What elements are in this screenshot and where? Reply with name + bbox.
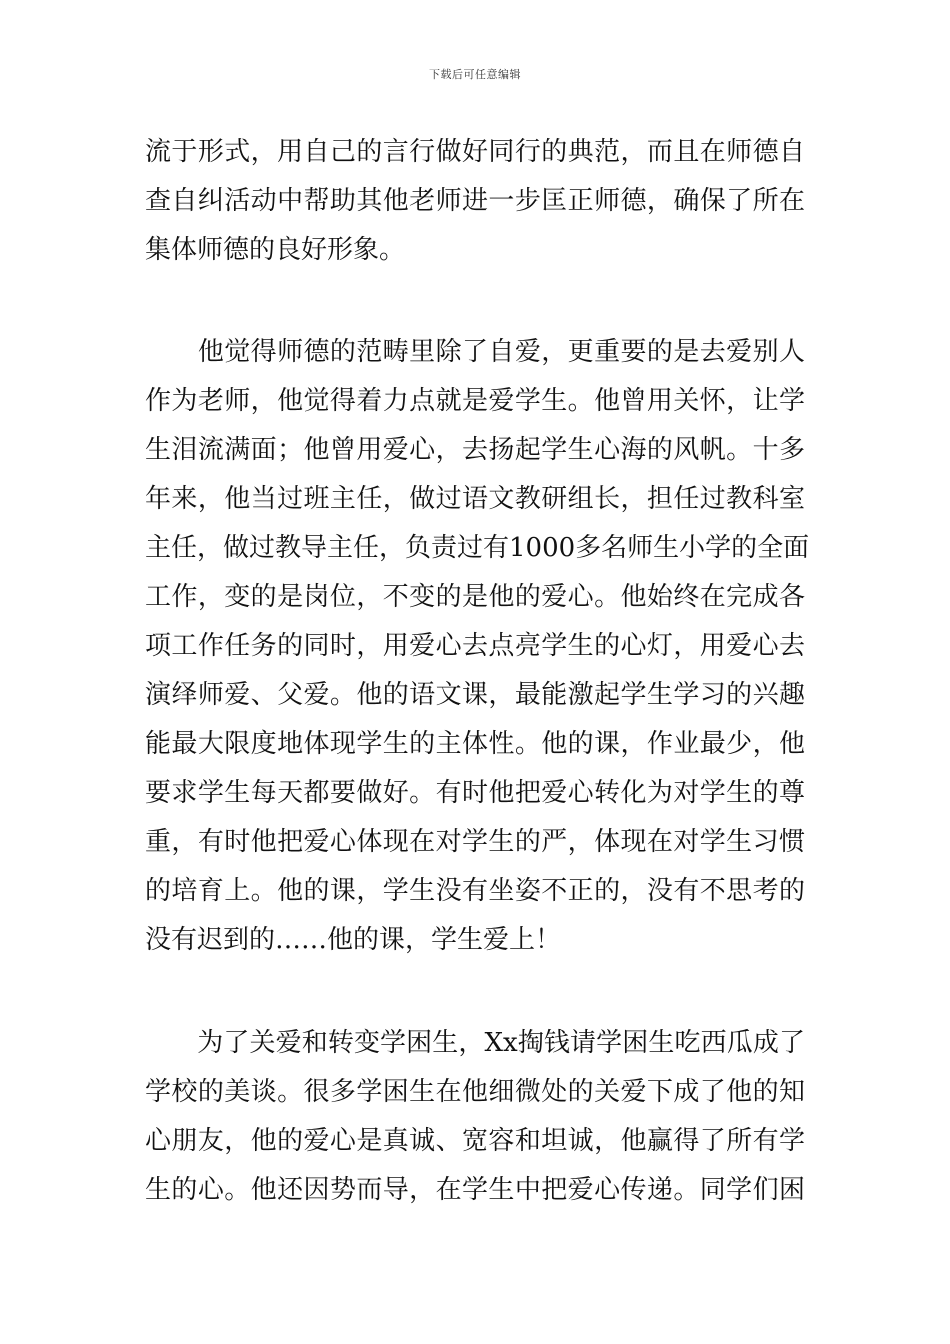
paragraph-3-line-3: 心朋友，他的爱心是真诚、宽容和坦诚，他赢得了所有学 bbox=[145, 1126, 805, 1156]
paragraph-2-line-12: 的培育上。他的课，学生没有坐姿不正的，没有不思考的 bbox=[145, 876, 805, 906]
page-header: 下载后可任意编辑 bbox=[429, 68, 521, 81]
paragraph-2-line-5: 主任，做过教导主任，负责过有1000多名师生小学的全面 bbox=[145, 533, 810, 563]
paragraph-2-line-13: 没有迟到的……他的课，学生爱上！ bbox=[145, 925, 562, 955]
paragraph-3-line-1: 为了关爱和转变学困生，Xx掏钱请学困生吃西瓜成了 bbox=[145, 1028, 805, 1058]
paragraph-3-line-2: 学校的美谈。很多学困生在他细微处的关爱下成了他的知 bbox=[145, 1077, 805, 1107]
paragraph-2-line-11: 重，有时他把爱心体现在对学生的严，体现在对学生习惯 bbox=[145, 827, 805, 857]
paragraph-3-line-4: 生的心。他还因势而导，在学生中把爱心传递。同学们困 bbox=[145, 1175, 805, 1205]
paragraph-2-line-3: 生泪流满面；他曾用爱心，去扬起学生心海的风帆。十多 bbox=[145, 435, 805, 465]
paragraph-2-line-4: 年来，他当过班主任，做过语文教研组长，担任过教科室 bbox=[145, 484, 805, 514]
paragraph-2-line-10: 要求学生每天都要做好。有时他把爱心转化为对学生的尊 bbox=[145, 778, 805, 808]
paragraph-2-line-6: 工作，变的是岗位，不变的是他的爱心。他始终在完成各 bbox=[145, 582, 805, 612]
paragraph-2-line-1: 他觉得师德的范畴里除了自爱，更重要的是去爱别人 bbox=[145, 337, 805, 367]
paragraph-1-line-3: 集体师德的良好形象。 bbox=[145, 235, 406, 265]
paragraph-1-line-1: 流于形式，用自己的言行做好同行的典范，而且在师德自 bbox=[145, 137, 805, 167]
paragraph-2-line-7: 项工作任务的同时，用爱心去点亮学生的心灯，用爱心去 bbox=[145, 631, 805, 661]
paragraph-2-line-2: 作为老师，他觉得着力点就是爱学生。他曾用关怀，让学 bbox=[145, 386, 805, 416]
paragraph-2-line-8: 演绎师爱、父爱。他的语文课，最能激起学生学习的兴趣 bbox=[145, 680, 805, 710]
paragraph-1-line-2: 查自纠活动中帮助其他老师进一步匡正师德，确保了所在 bbox=[145, 186, 805, 216]
paragraph-2-line-9: 能最大限度地体现学生的主体性。他的课，作业最少，他 bbox=[145, 729, 805, 759]
